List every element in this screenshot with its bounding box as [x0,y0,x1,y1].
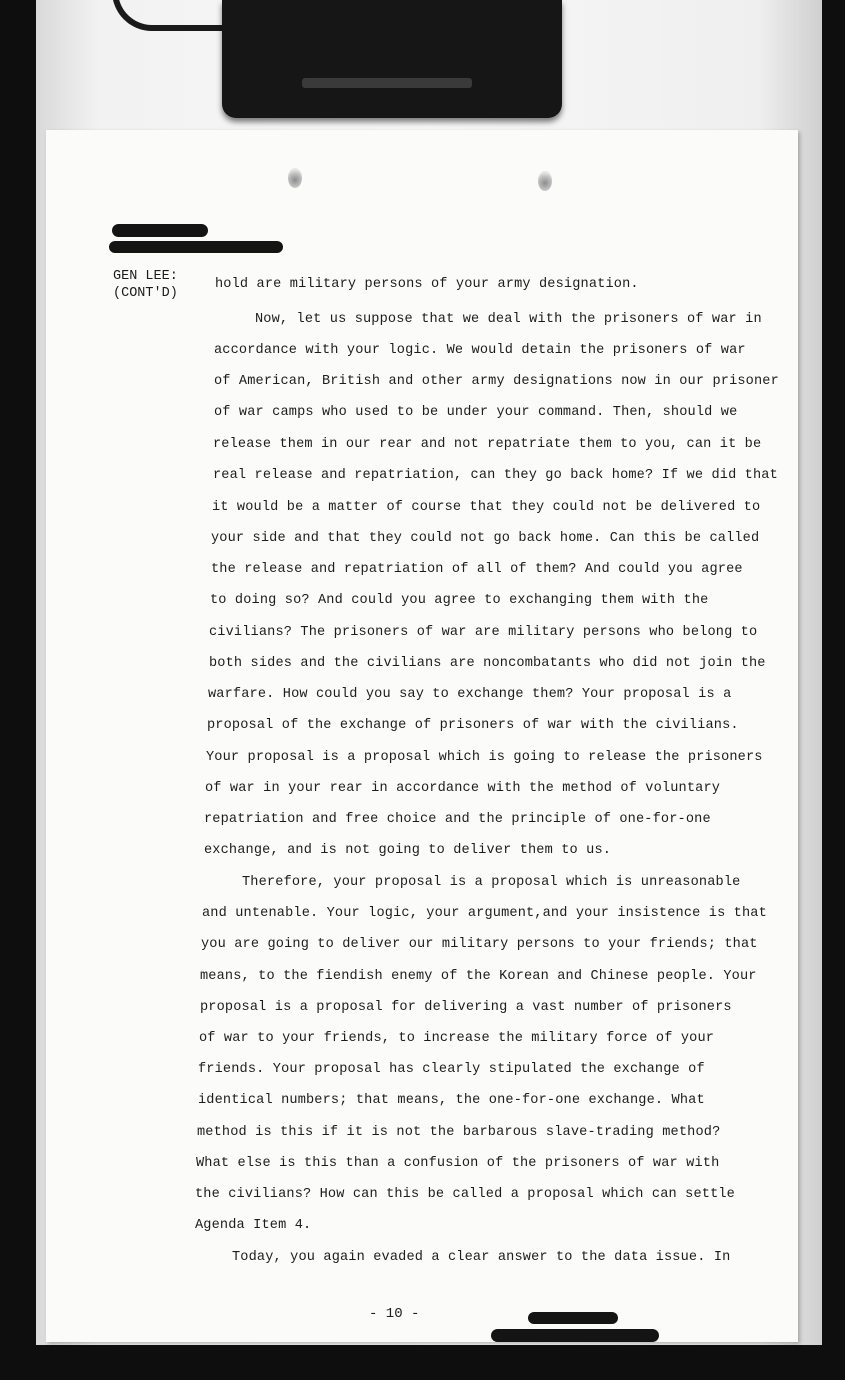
punch-hole-right [538,171,552,191]
text-line: Today, you again evaded a clear answer to the data issue. In [232,1250,731,1265]
text-line: repatriation and free choice and the principle of one-for-one [204,812,711,827]
redaction-bar-bottom-2 [491,1329,659,1342]
text-line: means, to the fiendish enemy of the Korean and Chinese people. Your [200,969,757,984]
text-line: accordance with your logic. We would detain the prisoners of war [214,343,746,358]
text-line: warfare. How could you say to exchange them? Your proposal is a [208,687,732,702]
text-line: proposal of the exchange of prisoners of war with the civilians. [207,718,739,733]
text-line: real release and repatriation, can they go back home? If we did that [213,468,778,483]
text-line: both sides and the civilians are noncombatants who did not join the [209,656,766,671]
redaction-bar-second [109,241,283,253]
text-line: of American, British and other army designations now in our prisoner [214,374,779,389]
text-line: hold are military persons of your army designation. [215,277,639,292]
text-line: the release and repatriation of all of them? And could you agree [211,562,743,577]
text-line: What else is this than a confusion of the prisoners of war with [196,1156,720,1171]
text-line: release them in our rear and not repatriate them to you, can it be [213,437,762,452]
text-line: of war camps who used to be under your command. Then, should we [214,405,738,420]
speaker-label: GEN LEE: (CONT'D) [113,269,178,301]
text-line: Therefore, your proposal is a proposal which is unreasonable [242,875,741,890]
text-line: Agenda Item 4. [195,1218,312,1233]
page-number: - 10 - [369,1306,420,1322]
text-line: Now, let us suppose that we deal with the prisoners of war in [255,312,762,327]
text-line: you are going to deliver our military persons to your friends; that [201,937,758,952]
text-line: of war to your friends, to increase the military force of your [199,1031,715,1046]
text-line: proposal is a proposal for delivering a vast number of prisoners [200,1000,732,1015]
text-line: Your proposal is a proposal which is going to release the prisoners [206,750,763,765]
text-line: it would be a matter of course that they could not be delivered to [212,500,761,515]
text-line: the civilians? How can this be called a proposal which can settle [195,1187,735,1202]
text-line: to doing so? And could you agree to exchanging them with the [210,593,709,608]
text-line: identical numbers; that means, the one-for-one exchange. What [198,1093,705,1108]
text-line: friends. Your proposal has clearly stipulated the exchange of [198,1062,705,1077]
text-line: civilians? The prisoners of war are military persons who belong to [209,625,758,640]
punch-hole-left [288,168,302,188]
text-line: exchange, and is not going to deliver them to us. [204,843,612,858]
redaction-bar-top [112,224,208,237]
text-line: method is this if it is not the barbarous slave-trading method? [197,1125,721,1140]
binder-clip [222,0,562,118]
text-line: your side and that they could not go back home. Can this be called [211,531,760,546]
redaction-bar-bottom-1 [528,1312,618,1324]
text-line: of war in your rear in accordance with the method of voluntary [205,781,721,796]
text-line: and untenable. Your logic, your argument,and your insistence is that [202,906,767,921]
